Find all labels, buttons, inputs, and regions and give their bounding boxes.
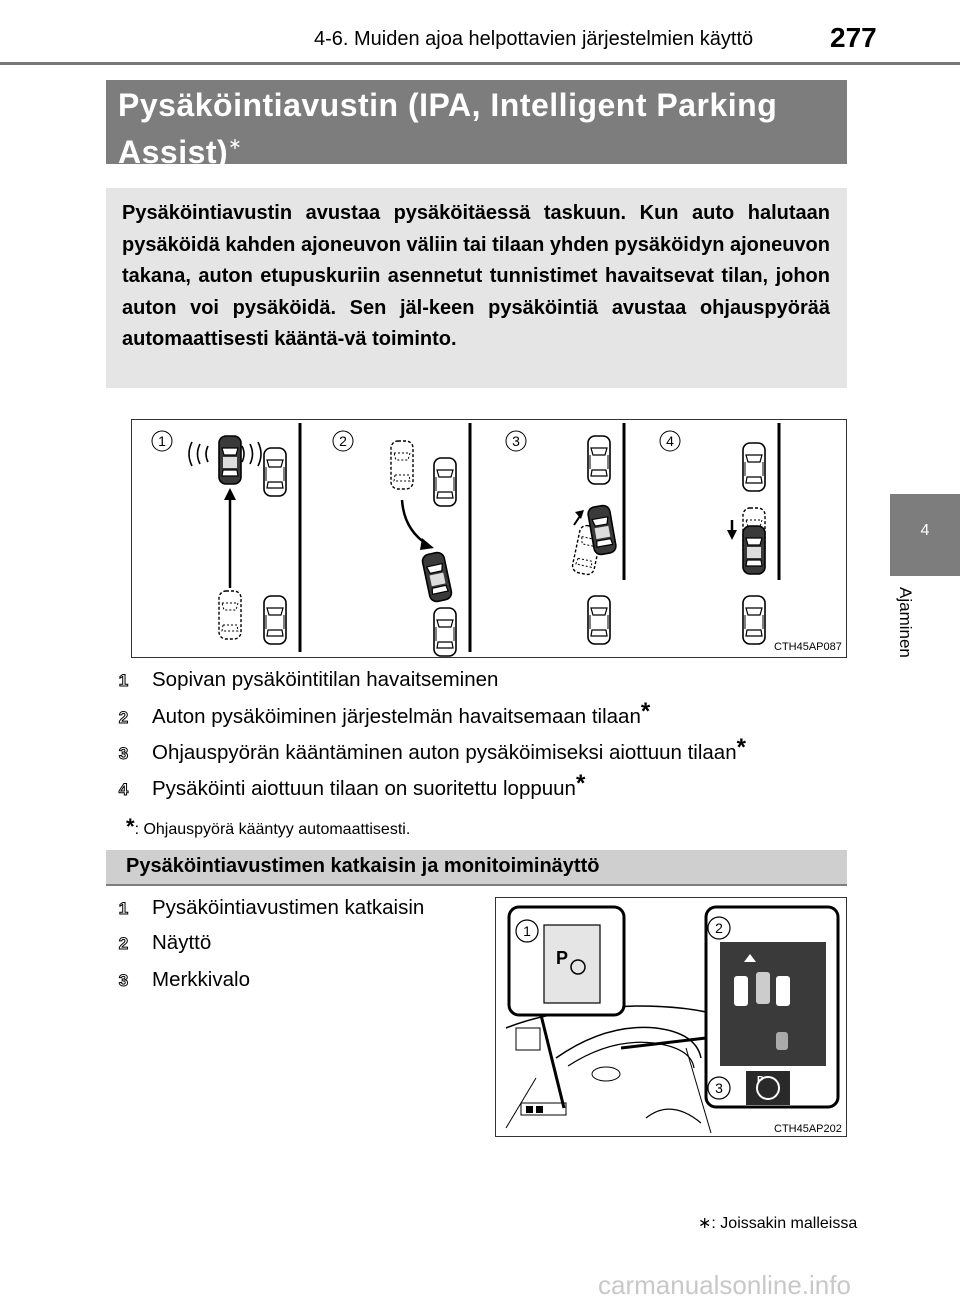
step-number: 3	[118, 744, 129, 763]
component-number: 3	[118, 971, 129, 990]
component-text: Pysäköintiavustimen katkaisin	[152, 896, 425, 919]
figure-1-code: CTH45AP087	[774, 641, 842, 653]
component-number-badge	[115, 933, 134, 955]
callout-2: 2	[715, 920, 723, 936]
step-text: Pysäköinti aiottuun tilaan on suoritettu loppuun	[152, 777, 576, 800]
step-2-label: 2	[339, 433, 347, 449]
component-number-badge	[115, 970, 134, 992]
step-text: Auton pysäköiminen järjestelmän havaitsemaan tilaan	[152, 705, 641, 728]
parking-steps-illustration	[132, 420, 846, 657]
intro-text: Pysäköintiavustin avustaa pysäköitäessä taskuun. Kun auto halutaan pysäköidä kahden ajoneuvon väliin tai tilaan yhden pysäköidyn ajoneuvon takana, auton etupuskuriin asennetut tunnistimet havaitsevat tilan, johon auton voi pysäköidä. Sen jäl-keen pysäköintiä avustaa ohjauspyörää automaattisesti kääntä-vä toiminto.	[122, 202, 830, 351]
step-3-panel	[506, 423, 624, 644]
switch-letter: P	[555, 948, 569, 968]
component-number-badge	[115, 898, 134, 920]
header-title: 4-6. Muiden ajoa helpottavien järjestelmien käyttö	[314, 28, 754, 50]
step-number-badge	[115, 670, 134, 692]
step-number-badge	[115, 743, 134, 765]
chapter-number: 4	[920, 522, 930, 539]
step-text: Sopivan pysäköintitilan havaitseminen	[152, 668, 499, 691]
component-number: 2	[118, 934, 129, 953]
footnote-star: *	[126, 814, 135, 839]
component-number: 1	[118, 899, 129, 918]
component-text: Näyttö	[152, 931, 212, 954]
page-number: 277	[830, 22, 877, 53]
step-number: 2	[118, 708, 129, 727]
footnote-text: : Ohjauspyörä kääntyy automaattisesti.	[134, 821, 411, 838]
step-1-panel	[152, 423, 300, 652]
parking-steps-figure	[131, 419, 847, 658]
section-heading: Pysäköintiavustimen katkaisin ja monitoiminäyttö	[126, 855, 600, 877]
dashboard-illustration	[496, 898, 846, 1136]
chapter-label	[893, 587, 923, 707]
main-title-mark: ∗	[228, 136, 243, 153]
figure-2-code: CTH45AP202	[774, 1123, 842, 1135]
step-star: *	[736, 734, 746, 761]
section-heading-bar	[106, 850, 847, 886]
step-2-panel	[333, 423, 470, 656]
step-number: 4	[118, 780, 129, 799]
header-divider	[0, 62, 960, 65]
step-1-label: 1	[158, 433, 166, 449]
chapter-tab[interactable]	[890, 494, 960, 576]
chapter-label-text: Ajaminen	[896, 587, 915, 658]
indicator-letter: P	[757, 1075, 764, 1086]
step-number-badge	[115, 779, 134, 801]
step-number-badge	[115, 707, 134, 729]
step-3-label: 3	[512, 433, 520, 449]
step-4-label: 4	[666, 433, 674, 449]
main-title	[118, 86, 838, 172]
watermark: carmanualsonline.info	[598, 1270, 851, 1300]
step-number: 1	[118, 671, 129, 690]
step-text: Ohjauspyörän kääntäminen auton pysäköimiseksi aiottuun tilaan	[152, 741, 737, 764]
step-4-panel	[660, 423, 779, 644]
step-star: *	[640, 698, 651, 725]
main-title-bar	[106, 80, 847, 170]
footnote	[126, 814, 410, 840]
bottom-note: ∗: Joissakin malleissa	[698, 1215, 858, 1232]
callout-1: 1	[523, 923, 531, 939]
switch-display-figure	[495, 897, 847, 1137]
component-text: Merkkivalo	[152, 968, 250, 991]
intro-box	[106, 188, 847, 388]
callout-3: 3	[715, 1080, 723, 1096]
step-star: *	[575, 770, 586, 797]
main-title-text: Pysäköintiavustin (IPA, Intelligent Parking Assist)	[118, 87, 778, 170]
